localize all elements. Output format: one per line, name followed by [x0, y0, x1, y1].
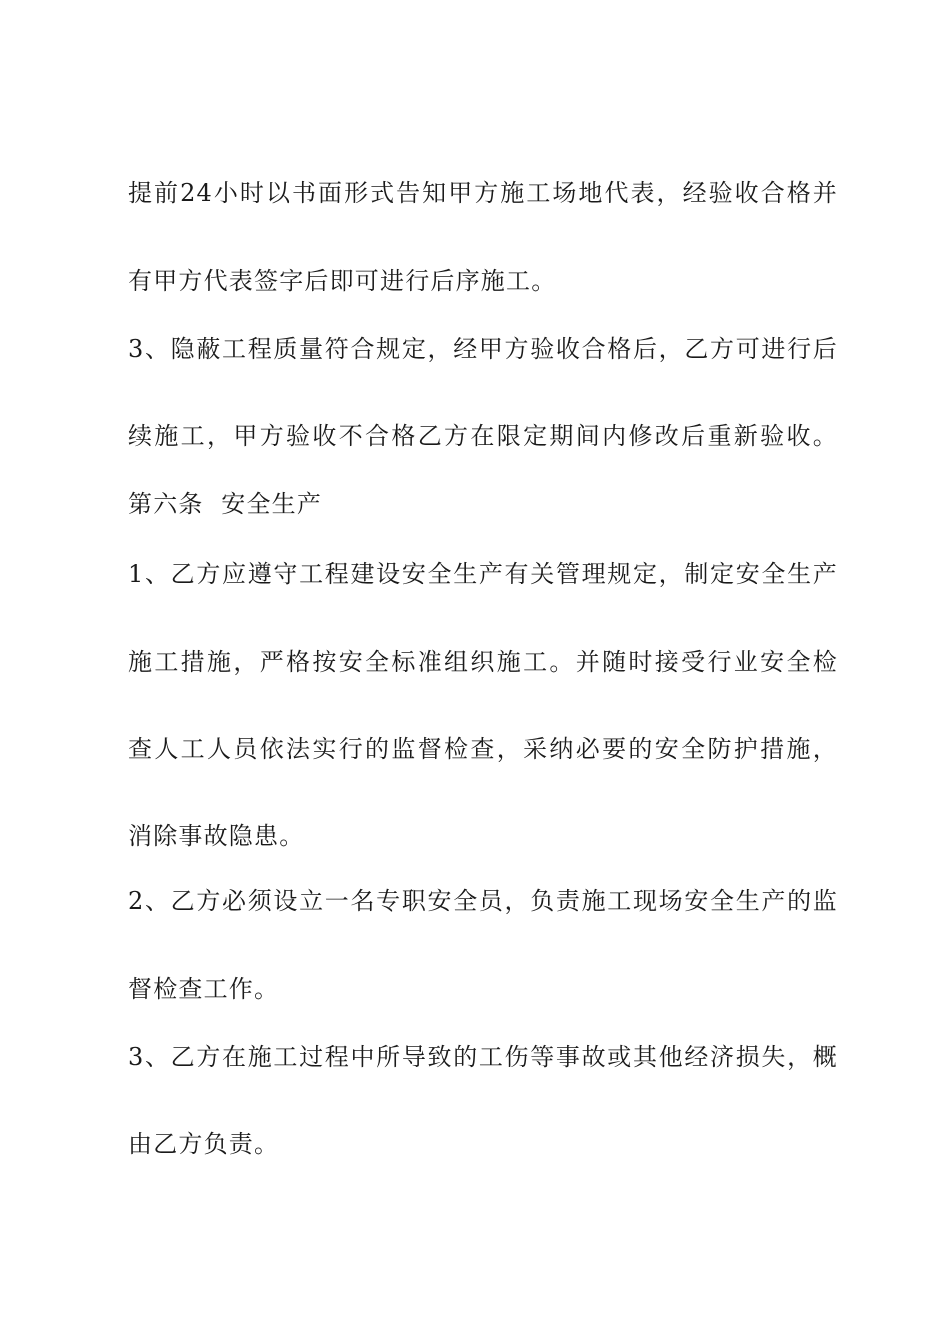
text-line: 督检查工作。 [128, 975, 280, 1003]
text-line: 2、乙方必须设立一名专职安全员，负责施工现场安全生产的监 [128, 887, 838, 915]
text-line: 3、乙方在施工过程中所导致的工伤等事故或其他经济损失，概 [128, 1043, 838, 1071]
text-line: 1、乙方应遵守工程建设安全生产有关管理规定，制定安全生产 [128, 560, 838, 588]
text-line: 3、隐蔽工程质量符合规定，经甲方验收合格后，乙方可进行后 [128, 335, 838, 363]
text-line: 由乙方负责。 [128, 1130, 280, 1158]
text-line: 提前24小时以书面形式告知甲方施工场地代表，经验收合格并 [128, 179, 838, 207]
text-line: 消除事故隐患。 [128, 822, 305, 850]
text-line: 有甲方代表签字后即可进行后序施工。 [128, 267, 557, 295]
section-heading: 第六条 安全生产 [128, 490, 323, 518]
text-line: 续施工，甲方验收不合格乙方在限定期间内修改后重新验收。 [128, 422, 838, 450]
text-line: 施工措施，严格按安全标准组织施工。并随时接受行业安全检 [128, 648, 838, 676]
text-line: 查人工人员依法实行的监督检查，采纳必要的安全防护措施， [128, 735, 838, 763]
